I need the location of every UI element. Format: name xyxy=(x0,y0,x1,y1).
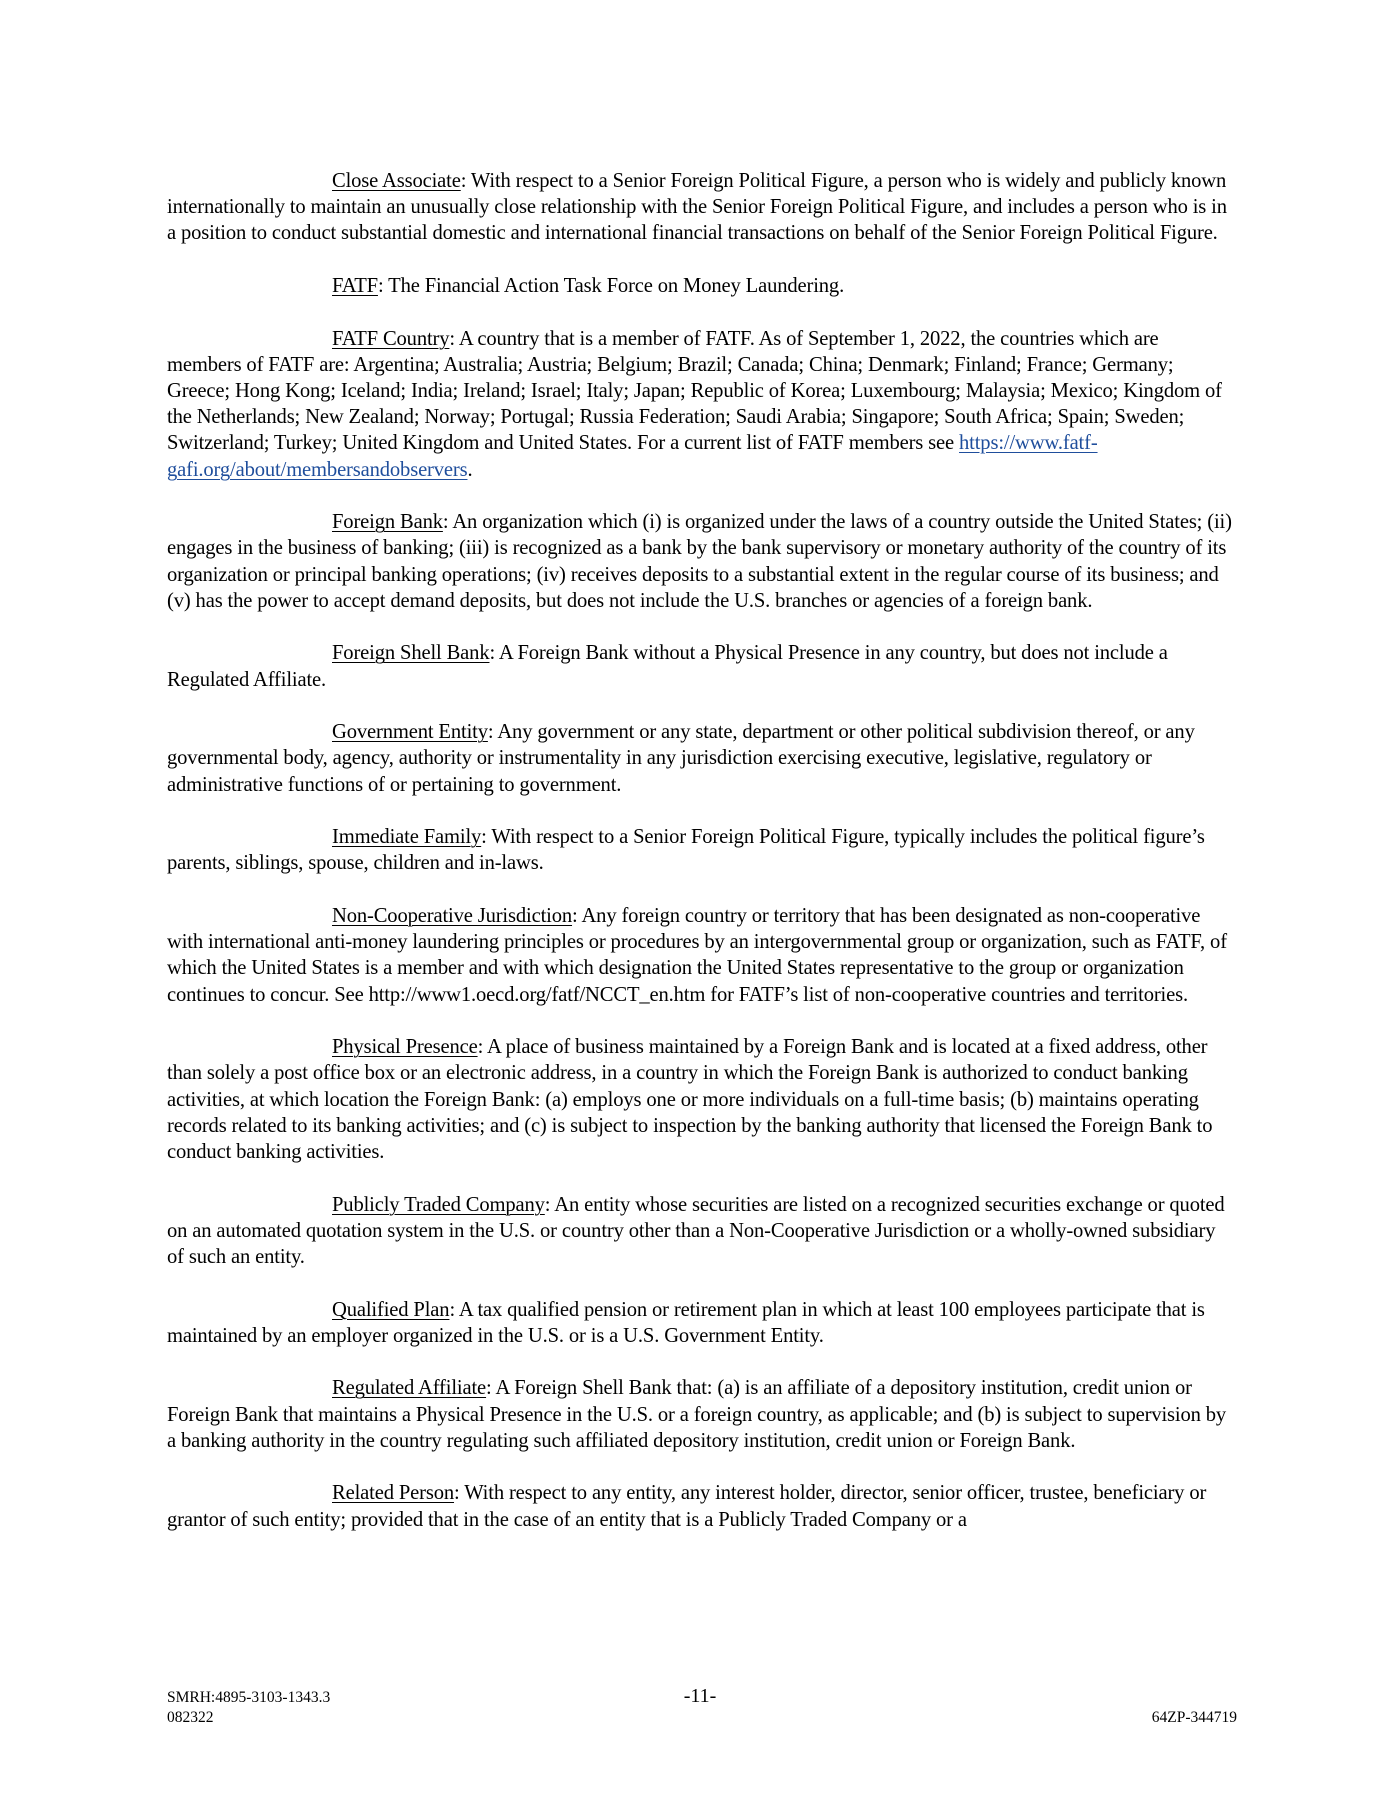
definition-term: Foreign Bank xyxy=(332,511,443,534)
definition-text: : A country that is a member of FATF. As of September 1, 2022, the countries which are members of FATF are: Argentina; Australia; Austria; Belgium; Brazil; Canada; China; Denmark; Finland; France; Germany; Greece; Hong Kong; Iceland; India; Ireland; Israel; Italy; Japan; Republic of Korea; Luxembourg; Malaysia; Mexico; Kingdom of the Netherlands; New Zealand; Norway; Portugal; Russia Federation; Saudi Arabia; Singapore; South Africa; Spain; Sweden; Switzerland; Turkey; United Kingdom and United States. For a current list of FATF members see xyxy=(167,327,1222,455)
definition-term: Publicly Traded Company xyxy=(332,1193,545,1216)
definition-term: Close Associate xyxy=(332,170,461,192)
definition-foreign-bank xyxy=(167,509,1237,614)
definition-related-person xyxy=(167,1480,1237,1532)
definition-text: : An organization which (i) is organized under the laws of a country outside the United States; (ii) engages in the business of banking; (iii) is recognized as a bank by the bank supervisory or monetary authority of the country of its organization or principal banking operations; (iv) receives deposits to a substantial extent in the regular course of its business; and (v) has the power to accept demand deposits, but does not include the U.S. branches or agencies of a foreign bank. xyxy=(167,511,1232,612)
definition-term: Immediate Family xyxy=(332,826,482,849)
definition-physical-presence xyxy=(167,1034,1237,1165)
footer-doc-id: SMRH:4895-3103-1343.3 xyxy=(167,1689,331,1706)
definition-immediate-family xyxy=(167,824,1237,876)
footer-right-code: 64ZP-344719 xyxy=(1151,1709,1237,1726)
definition-text-end: . xyxy=(467,458,473,481)
definitions-list xyxy=(167,168,1237,1559)
definition-text: : A Foreign Shell Bank that: (a) is an affiliate of a depository institution, credit union or Foreign Bank that maintains a Physical Presence in the U.S. or a foreign country, as applicable; and (b) is subject to supervision by a banking authority in the country regulating such affiliated depository institution, credit union or Foreign Bank. xyxy=(167,1377,1227,1452)
definition-term: FATF Country xyxy=(332,327,450,350)
definition-text: : The Financial Action Task Force on Money Laundering. xyxy=(377,275,845,297)
page-number: -11- xyxy=(683,1685,717,1707)
definition-text: : An entity whose securities are listed on a recognized securities exchange or quoted on an automated quotation system in the U.S. or country other than a Non-Cooperative Jurisdiction or a wholly-owned subsidiary of such an entity. xyxy=(167,1193,1225,1269)
definition-foreign-shell-bank xyxy=(167,640,1237,692)
definition-text: : Any foreign country or territory that has been designated as non-cooperative with international anti-money laundering principles or procedures by an intergovernmental group or organization, such as FATF, of which the United States is a member and with which designation the United States representative to the group or organization continues to concur. See http://www1.oecd.org/fatf/NCCT_en.htm for FATF’s list of non-cooperative countries and territories. xyxy=(167,905,1227,1006)
fatf-members-link[interactable]: https://www.fatf-gafi.org/about/membersandobservers xyxy=(167,432,1098,481)
definition-regulated-affiliate xyxy=(167,1375,1237,1454)
definition-publicly-traded-company xyxy=(167,1192,1237,1271)
definition-term: Regulated Affiliate xyxy=(332,1377,487,1400)
definition-term: Qualified Plan xyxy=(332,1298,450,1321)
definition-term: FATF xyxy=(332,275,378,297)
definition-term: Related Person xyxy=(332,1482,455,1505)
definition-term: Government Entity xyxy=(332,721,488,744)
footer-date-code: 082322 xyxy=(167,1709,214,1726)
definition-text: : A Foreign Bank without a Physical Presence in any country, but does not include a Regulated Affiliate. xyxy=(167,642,1168,691)
definition-fatf xyxy=(167,273,1237,299)
definition-fatf-country xyxy=(167,326,1237,483)
definition-text: : Any government or any state, department or other political subdivision thereof, or any governmental body, agency, authority or instrumentality in any jurisdiction exercising executive, legislative, regulatory or administrative functions of or pertaining to government. xyxy=(167,721,1195,796)
definition-text: : With respect to a Senior Foreign Political Figure, typically includes the political figure’s parents, siblings, spouse, children and in-laws. xyxy=(167,826,1205,875)
definition-qualified-plan xyxy=(167,1297,1237,1349)
definition-close-associate xyxy=(167,168,1237,247)
definition-text: : With respect to a Senior Foreign Political Figure, a person who is widely and publicly known internationally to maintain an unusually close relationship with the Senior Foreign Political Figure, and includes a person who is in a position to conduct substantial domestic and international financial transactions on behalf of the Senior Foreign Political Figure. xyxy=(167,170,1227,245)
definition-text: : A tax qualified pension or retirement plan in which at least 100 employees participate that is maintained by an employer organized in the U.S. or is a U.S. Government Entity. xyxy=(167,1298,1205,1347)
definition-term: Foreign Shell Bank xyxy=(332,642,490,665)
definition-non-cooperative-jurisdiction xyxy=(167,903,1237,1008)
definition-term: Physical Presence xyxy=(332,1036,478,1059)
definition-government-entity xyxy=(167,719,1237,798)
definition-text: : With respect to any entity, any interest holder, director, senior officer, trustee, beneficiary or grantor of such entity; provided that in the case of an entity that is a Publicly Traded Company or a xyxy=(167,1482,1207,1531)
definition-term: Non-Cooperative Jurisdiction xyxy=(332,905,573,927)
definition-text: : A place of business maintained by a Foreign Bank and is located at a fixed address, other than solely a post office box or an electronic address, in a country in which the Foreign Bank is authorized to conduct banking activities, at which location the Foreign Bank: (a) employs one or more individuals on a full-time basis; (b) maintains operating records related to its banking activities; and (c) is subject to inspection by the banking authority that licensed the Foreign Bank to conduct banking activities. xyxy=(167,1036,1213,1164)
